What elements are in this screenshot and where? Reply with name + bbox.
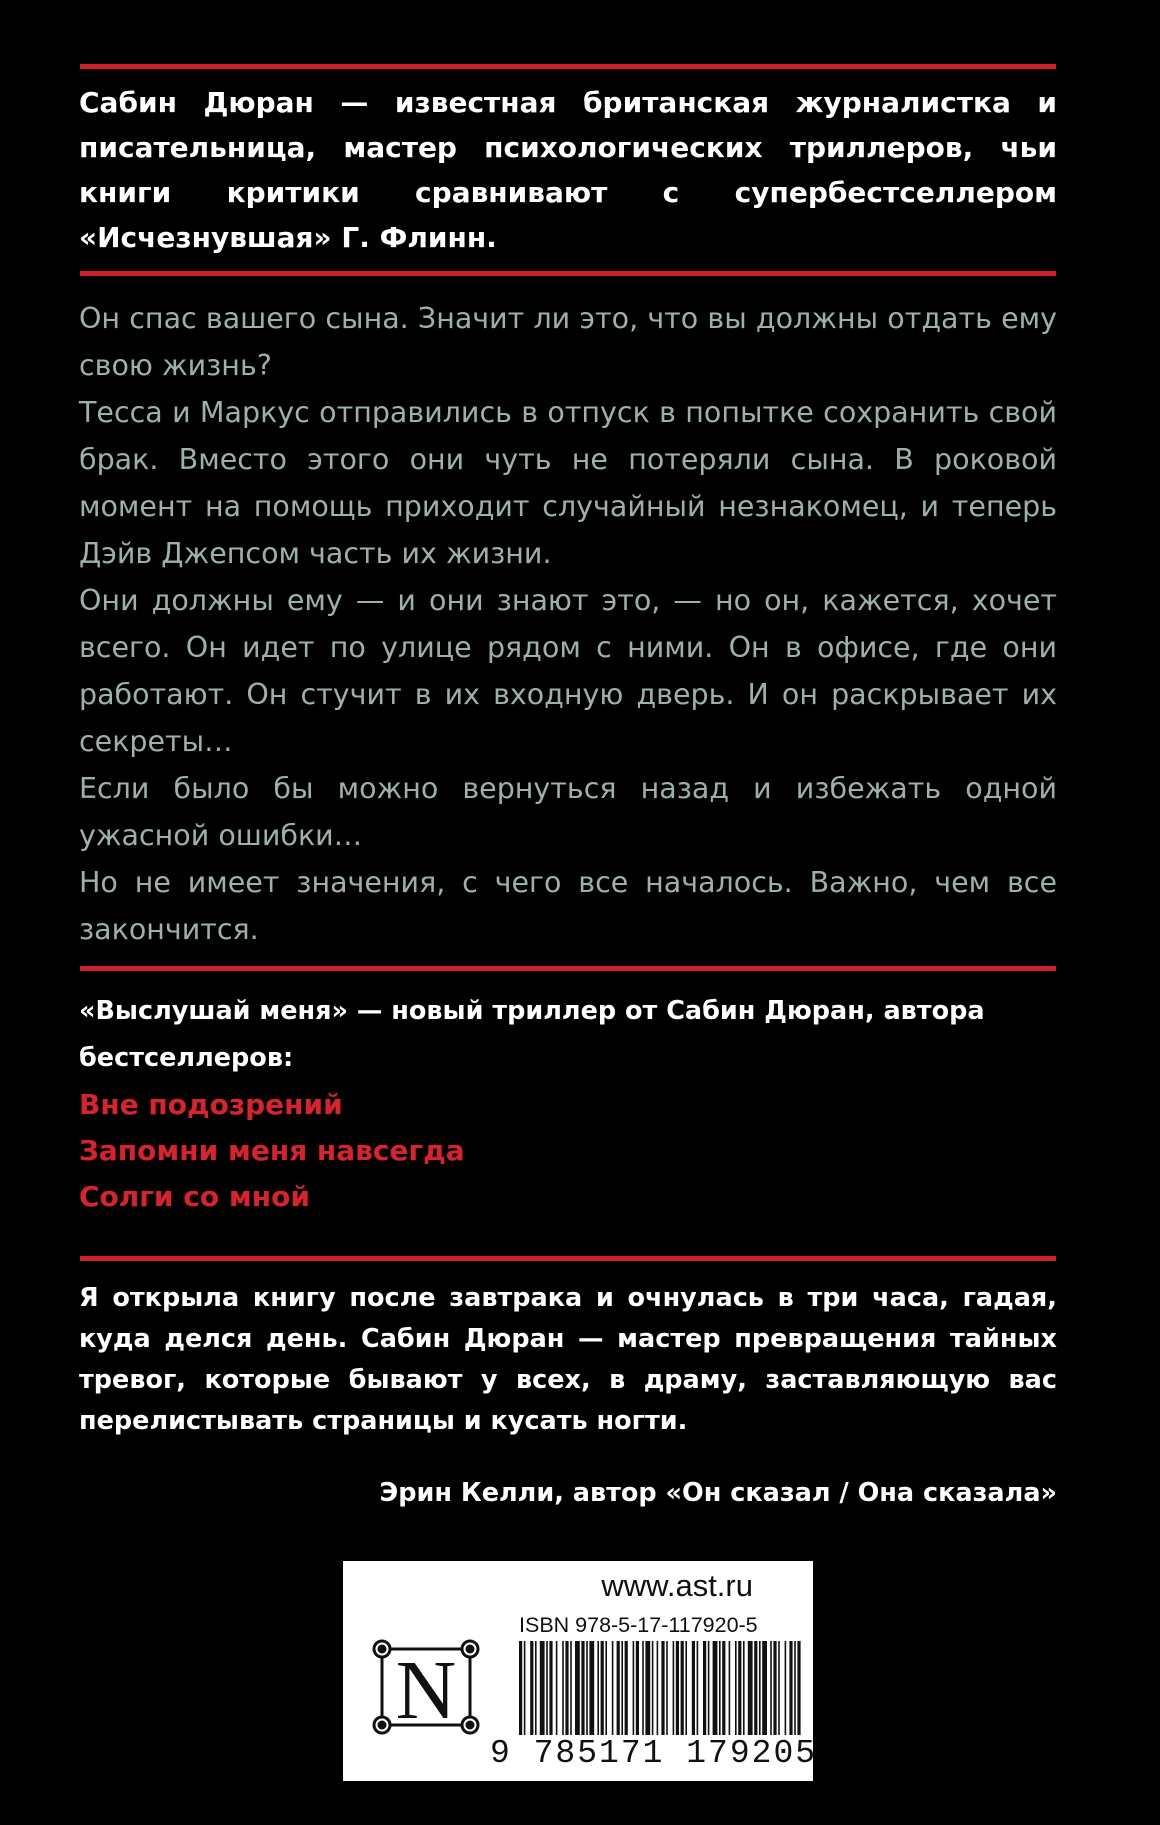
barcode-bar — [661, 1641, 664, 1735]
barcode-bar — [748, 1641, 753, 1735]
barcode-bar — [773, 1641, 776, 1735]
barcode-bar — [754, 1641, 757, 1735]
red-divider-3 — [80, 966, 1056, 971]
barcode-bar — [546, 1641, 548, 1735]
barcode-bar — [738, 1641, 741, 1735]
barcode-bar — [612, 1641, 614, 1735]
barcode-bar — [697, 1641, 699, 1735]
red-divider-4 — [80, 1256, 1056, 1261]
barcode-bar — [762, 1641, 767, 1735]
barcode-bar — [685, 1641, 687, 1735]
bestseller-title: Солги со мной — [79, 1180, 310, 1213]
barcode-bar — [589, 1641, 594, 1735]
barcode-bar — [621, 1641, 623, 1735]
barcode-bar — [785, 1641, 787, 1735]
barcode-bar — [729, 1641, 731, 1735]
barcode-bar — [673, 1641, 675, 1735]
author-bio: Сабин Дюран — известная британская журналистка и писательница, мастер психологических триллеров, чьи книги критики сравнивают с супербестселлером «Исчезнувшая» Г. Флинн. — [79, 86, 1057, 254]
barcode-bar — [778, 1641, 780, 1735]
barcode-bar — [549, 1641, 552, 1735]
barcode-bar — [681, 1641, 684, 1735]
barcode-bar — [601, 1641, 604, 1735]
barcode-bar — [692, 1641, 695, 1735]
publisher-website: www.ast.ru — [601, 1568, 753, 1603]
promo-section — [79, 988, 1057, 1220]
barcode-bar — [605, 1641, 607, 1735]
barcode-bar — [735, 1641, 737, 1735]
barcode-bar — [617, 1641, 620, 1735]
barcode-bar — [770, 1641, 772, 1735]
bestseller-list — [79, 1082, 1057, 1220]
barcode-bar — [540, 1641, 545, 1735]
barcode-bar — [713, 1641, 718, 1735]
barcode-bar — [676, 1641, 679, 1735]
barcode-bar — [565, 1641, 568, 1735]
book-annotation — [79, 295, 1057, 953]
red-divider-1 — [80, 64, 1056, 69]
publisher-logo — [368, 1639, 484, 1739]
barcode-bar — [657, 1641, 659, 1735]
barcode-bar — [652, 1641, 654, 1735]
isbn-number: ISBN 978-5-17-117920-5 — [519, 1613, 758, 1637]
barcode-bar — [586, 1641, 588, 1735]
barcode-bar — [797, 1641, 800, 1735]
barcode-bar — [794, 1641, 796, 1735]
ean-digits: 9 785171 179205 — [490, 1735, 818, 1772]
review-quote: Я открыла книгу после завтрака и очнулась в три часа, гадая, куда делся день. Сабин Дюран — мастер превращения тайных тревог, которые бывают у всех, в драму, заставляющую вас перелистывать страницы и кусать ногти. — [79, 1283, 1057, 1436]
barcode-bar — [556, 1641, 558, 1735]
barcode-panel — [343, 1561, 818, 1781]
barcode-bar — [645, 1641, 650, 1735]
barcode-bar — [535, 1641, 537, 1735]
bestseller-title: Запомни меня навсегда — [79, 1134, 465, 1167]
barcode-bar — [719, 1641, 721, 1735]
barcode-bar — [575, 1641, 580, 1735]
barcode-bar — [530, 1641, 533, 1735]
barcode-bar — [708, 1641, 710, 1735]
barcode-bar — [703, 1641, 706, 1735]
barcode-bar — [562, 1641, 564, 1735]
barcode-bar — [633, 1641, 635, 1735]
barcode-bar — [519, 1641, 522, 1735]
barcode-bar — [789, 1641, 792, 1735]
barcode-bar — [597, 1641, 599, 1735]
barcode-bar — [666, 1641, 668, 1735]
barcode-bar — [625, 1641, 628, 1735]
barcode-bars — [519, 1641, 801, 1735]
barcode-bar — [722, 1641, 725, 1735]
annotation-paragraph: Но не имеет значения, с чего все началось. Важно, чем все закончится. — [79, 866, 1057, 946]
review-section — [79, 1278, 1057, 1514]
annotation-paragraph: Он спас вашего сына. Значит ли это, что вы должны отдать ему свою жизнь? — [79, 302, 1057, 382]
barcode-bar — [524, 1641, 526, 1735]
annotation-paragraph: Они должны ему — и они знают это, — но он, кажется, хочет всего. Он идет по улице рядом с ними. Он в офисе, где они работают. Он стучит в их входную дверь. И он раскрывает их секреты… — [79, 584, 1057, 758]
barcode-bar — [636, 1641, 639, 1735]
barcode-bar — [581, 1641, 584, 1735]
barcode-bar — [642, 1641, 644, 1735]
barcode-bar — [759, 1641, 761, 1735]
red-divider-2 — [80, 271, 1056, 276]
barcode-bar — [570, 1641, 572, 1735]
annotation-paragraph: Если было бы можно вернуться назад и избежать одной ужасной ошибки… — [79, 772, 1057, 852]
annotation-paragraph: Тесса и Маркус отправились в отпуск в попытке сохранить свой брак. Вместо этого они чуть не потеряли сына. В роковой момент на помощь приходит случайный незнакомец, и теперь Дэйв Джепсом часть их жизни. — [79, 396, 1057, 570]
review-attribution: Эрин Келли, автор «Он сказал / Она сказала» — [379, 1478, 1057, 1508]
bestseller-title: Вне подозрений — [79, 1088, 343, 1121]
promo-lead: «Выслушай меня» — новый триллер от Сабин Дюран, автора бестселлеров: — [79, 996, 985, 1073]
barcode-bar — [743, 1641, 745, 1735]
logo-letter: N — [395, 1644, 457, 1735]
